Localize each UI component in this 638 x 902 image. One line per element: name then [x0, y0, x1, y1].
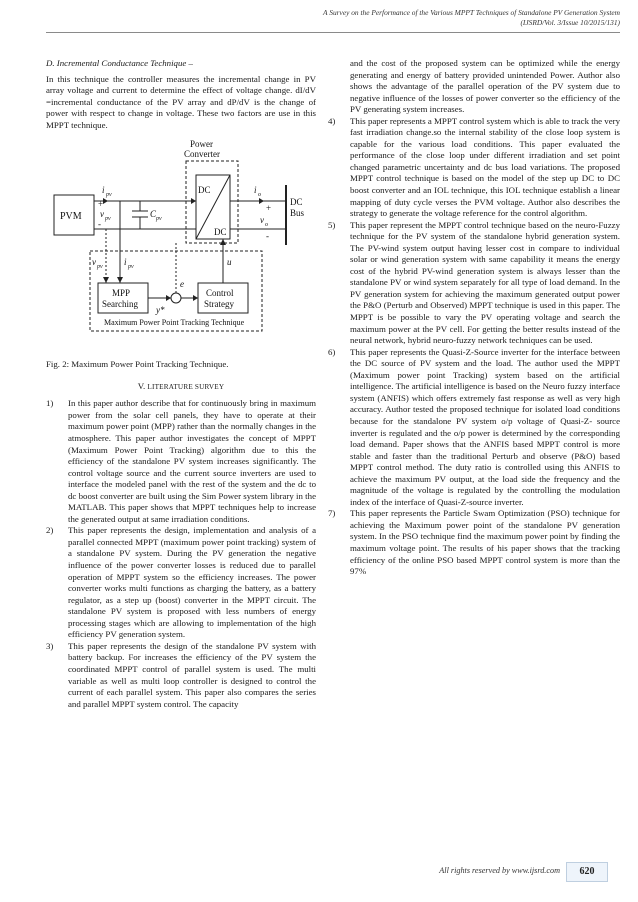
- label-vo: v: [260, 215, 264, 226]
- footer-rights: [439, 866, 560, 875]
- section-heading: D. Incremental Conductance Technique –: [46, 58, 193, 68]
- label-mpp: MPP: [112, 288, 131, 299]
- item-text: This paper represents the Quasi-Z-Source inverter for the interface between the DC source of PV system and the load. The author used the MPPT (Maximum power point Tracking) system based on the artificial intelligence. The artificial intelligence is based on the Neuro fuzzy interface system (ANFIS) which offers extremely fast response as well as very high accuracy. Author tested the proposed technique for isolated load conditions because for the standalone PV system o/p voltage of Quasi-Z- source inverter is regulated and the o/p power is determined by the corresponding load demand. Paper shows that the ANFIS based MPPT control is more stable and faster than the traditional Perturb and observe (P&O) based MPPT control method. The duty ratio is controlled using this ANFIS to achieve the maximum PV output, at the load side the frequency and the magnitude of the voltage is regulated by the controlling the modulation index of the interface of Quasi-Z-source inverter.: [350, 346, 620, 507]
- survey-item: [328, 347, 620, 509]
- item-number: 5): [328, 219, 336, 230]
- mppt-diagram: [46, 135, 316, 353]
- footer-link[interactable]: www.ijsrd.com: [511, 866, 560, 875]
- label-dc-top: DC: [198, 185, 211, 196]
- label-vpv-low-sub: pv: [97, 264, 103, 271]
- item-text: This paper represent the MPPT control technique based on the neuro-Fuzzy technique for the PV system of the standalone hybrid generation system. The PV-wind system output having lesser cost in compare to individual solar or wind generation system with same capability it means the energy cost of the hybrid PV-wind generation system is always lesser than the standalone PV or wind system separately for all type of load demand. In the PV generation system for achieving the maximum generated output power the P&O (Perturb and Observed) MPPT technique is used in this paper. The MPPT is be possible to vary the PV operating voltage and search the maximum power at the PV cell. For getting the better results instead of the neural network, hybrid neuro-fuzzy network techniques can be used.: [350, 219, 620, 346]
- left-column: [46, 58, 316, 710]
- survey-item: [328, 220, 620, 347]
- label-plus-right: +: [266, 203, 272, 214]
- header-title: A Survey on the Performance of the Various MPPT Techniques of Standalone PV Generation System: [323, 8, 620, 17]
- heading-number: V.: [137, 380, 146, 391]
- label-ipv-low: i: [124, 257, 127, 268]
- label-power: Power: [190, 139, 213, 150]
- label-mppt-title: Maximum Power Point Tracking Technique: [104, 318, 245, 328]
- right-column: [328, 58, 620, 578]
- survey-item: [46, 525, 316, 640]
- item-number: 7): [328, 508, 336, 519]
- rights-text: All rights reserved by: [439, 866, 510, 875]
- mppt-figure: [46, 135, 316, 353]
- survey-list-right: [328, 116, 620, 578]
- label-vpv-low: v: [92, 257, 96, 268]
- section-paragraph: In this technique the controller measures the incremental change in PV array voltage and current to determine the effect of voltage change. dI/dV =incremental conductance of the PV array and dP/dV is the change of power with respect to change in voltage. These two factors are use in this MPPT technique.: [46, 73, 316, 130]
- page-footer: [0, 862, 638, 884]
- item-number: 2): [46, 525, 54, 536]
- label-control: Control: [206, 288, 234, 299]
- label-searching: Searching: [102, 299, 138, 310]
- label-e: e: [180, 279, 184, 290]
- label-ipv: i: [102, 185, 105, 196]
- item-3-continued: and the cost of the proposed system can be optimized while the energy generating and energy of battery provided unintended Power. Author also shows the advantage of the parallel operation of the PV system due to negative influence of the losses of power converter so the efficiency of the PV generating system increases.: [350, 58, 620, 115]
- label-io: i: [254, 185, 257, 196]
- label-pvm: PVM: [60, 211, 82, 223]
- summing-junction: [171, 293, 181, 303]
- item-text: This paper represents the Particle Swam Optimization (PSO) technique for achieving the Maximum power point of the standalone PV generation system. In the PSO technique find the maximum power point by finding the maximum voltage point. The results of his paper shows that the tracking efficiency of the online PSO based MPPT control system is more than the 97%: [350, 508, 620, 577]
- survey-item: [46, 398, 316, 525]
- item-text: In this paper author describe that for continuously bring in maximum power from the solar cell panels, they have to operate at their maximum power point (MPP) rather than the normally changes in the atmosphere. This paper author investigates the concept of MPPT (Maximum Power Point Tracking) algorithm due to this the efficiency of the standalone PV system increases significantly. The control voltage source and the current source inverters are used to interface the modeled panel with the rest of the system and the dc to dc boost converter are built using the Sim Power system library in the MATLAB. This paper shows that MPPT techniques help to increase the generated output at same irradiation conditions.: [68, 398, 316, 524]
- item-number: 1): [46, 398, 54, 409]
- label-ipv-low-sub: pv: [128, 264, 134, 271]
- figure-caption: Fig. 2: Maximum Power Point Tracking Technique.: [46, 359, 229, 370]
- literature-heading: [46, 381, 316, 394]
- item-number: 4): [328, 115, 336, 126]
- running-header: [200, 8, 620, 28]
- label-dc-bus-2: Bus: [290, 208, 305, 219]
- label-cpv: C: [150, 209, 157, 220]
- survey-item: [328, 508, 620, 577]
- survey-item: [328, 116, 620, 220]
- label-io-sub: o: [258, 192, 261, 199]
- label-dc-bus-1: DC: [290, 197, 303, 208]
- label-converter: Converter: [184, 149, 220, 160]
- item-text: This paper represents the design, implementation and analysis of a parallel connected MPPT (maximum power point tracking) system of a standalone PV system. During the PV generation the negative influence of the power converter losses is reduced due to parallel operation of MPPT system so the efficiency increases. The power converter works multi functions as charging the battery, as a battery regulator, as a step up (boost) converter in the MPPT circuit. The standalone PV system is proposed with less numbers of energy processing stages which are allowing to implementation of the high efficiency PV generation system.: [68, 525, 316, 640]
- label-strategy: Strategy: [204, 299, 234, 310]
- label-minus-left: -: [98, 219, 101, 230]
- label-vo-sub: o: [265, 222, 268, 229]
- header-rule: [46, 32, 620, 33]
- label-ystar: y*: [156, 305, 165, 316]
- item-number: 6): [328, 346, 336, 357]
- survey-list-left: [46, 398, 316, 710]
- page-number: 620: [566, 862, 608, 882]
- label-plus-left: +: [98, 199, 104, 210]
- label-vpv-sub: pv: [105, 216, 111, 223]
- label-dc-bottom: DC: [214, 227, 227, 238]
- item-text: This paper represents the design of the standalone PV system with battery backup. For increases the efficiency of the PV system the coordinated MPPT control of parallel system is used. The multi variable as well as multi loop controller is designed to control the current of each parallel system. This paper also compares the series and parallel MPPT system control. The capacity: [68, 640, 316, 709]
- label-u: u: [227, 257, 232, 268]
- survey-item: [46, 641, 316, 710]
- label-ipv-sub: pv: [106, 192, 112, 199]
- item-text: This paper represents a MPPT control system which is able to track the very fast irradiation change.so the internal stability of the close loop system is capable for the various load conditions. This paper evaluated the performance of the close loop under different irradiation and set point changed parametric uncertainty and dc bus load variations. The proposed MPPT control technique is based on the model of the step up DC to DC boost converter and an IOL technique, this IOL technique establish a linear mapping of duty cycle verses the PVM voltage. Author also describes the strategy to generate the voltage reference for the control algorithm.: [350, 115, 620, 219]
- label-minus-right: -: [266, 231, 269, 242]
- header-volume: (IJSRD/Vol. 3/Issue 10/2015/131): [520, 18, 620, 27]
- item-number: 3): [46, 640, 54, 651]
- label-cpv-sub: pv: [156, 216, 162, 223]
- heading-text: LITERATURE SURVEY: [147, 382, 225, 391]
- label-vpv: v: [100, 209, 104, 220]
